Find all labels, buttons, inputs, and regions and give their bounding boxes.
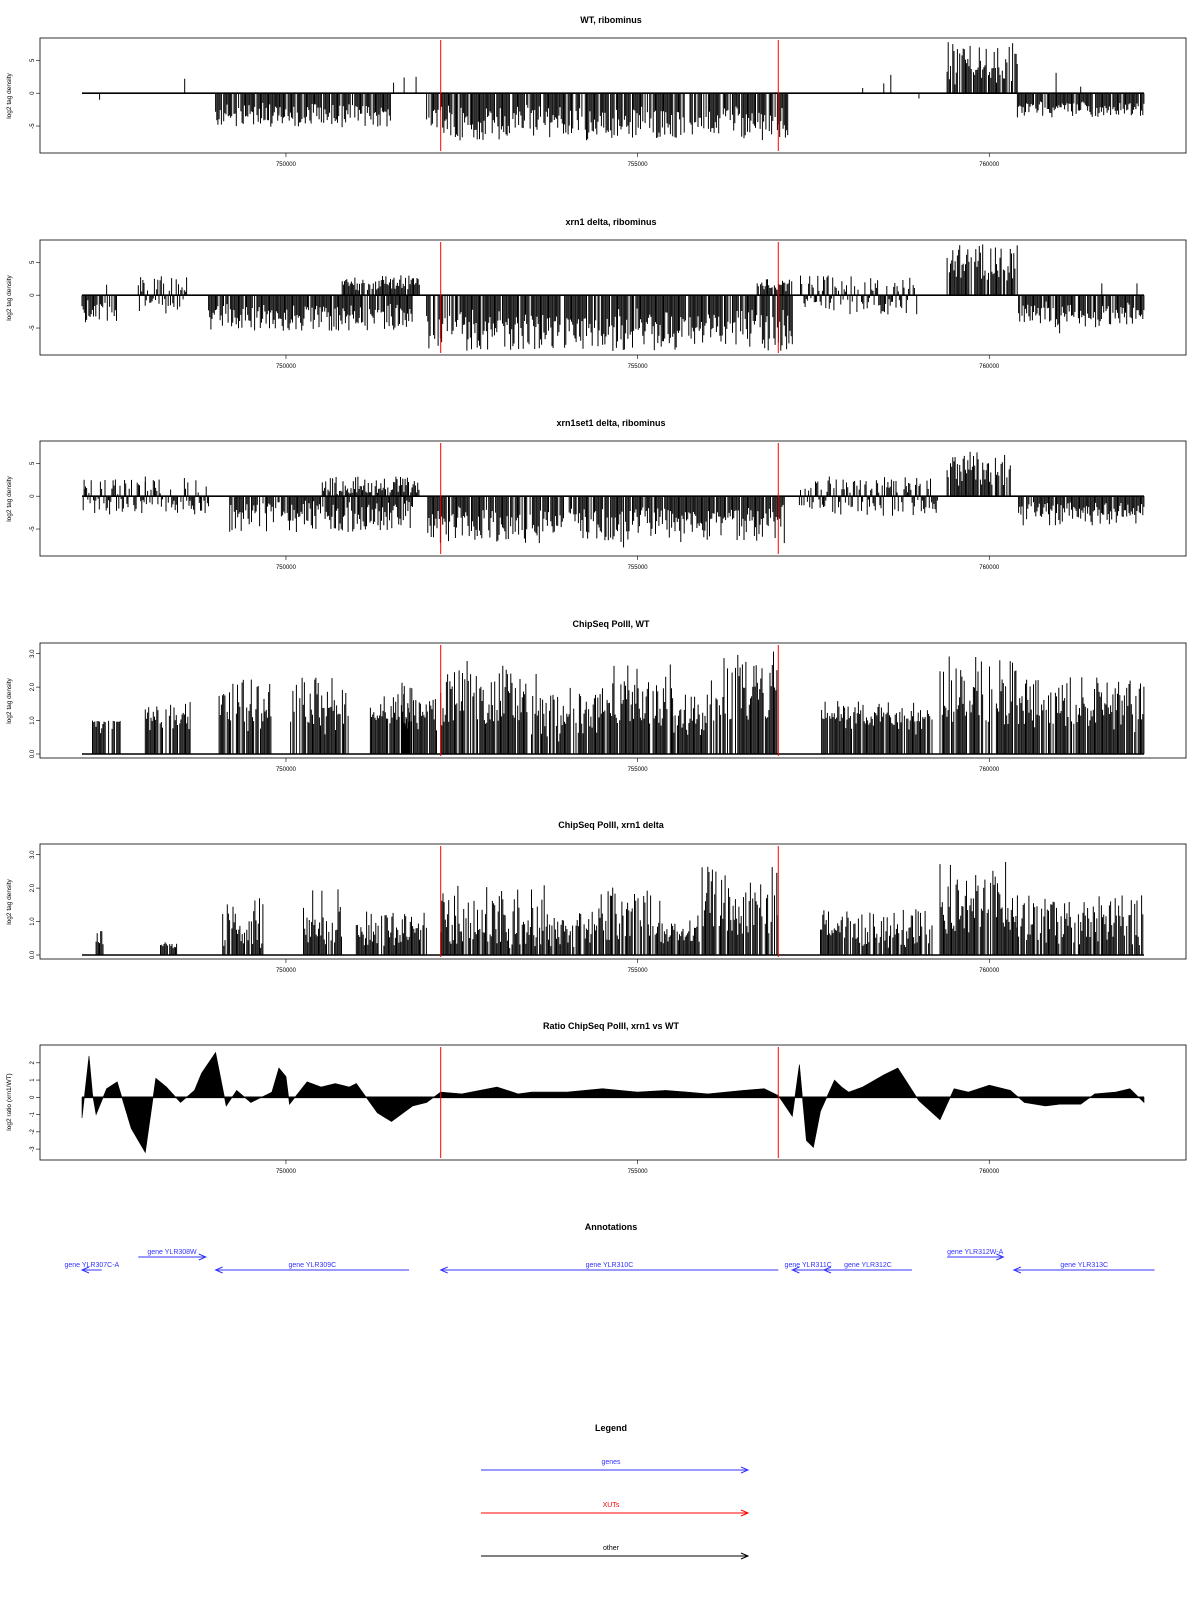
x-tick-label: 760000: [979, 162, 1000, 168]
panel-title: xrn1set1 delta, ribominus: [556, 418, 666, 428]
x-tick-label: 750000: [275, 364, 296, 370]
x-tick-label: 750000: [275, 968, 296, 974]
y-tick-label: -1: [30, 1111, 36, 1118]
y-tick-label: 0.0: [30, 950, 36, 960]
y-axis-label: log2 ratio (xrn1/WT): [6, 1073, 13, 1131]
y-tick-label: 0.0: [30, 749, 36, 759]
y-tick-label: -5: [30, 325, 36, 331]
legend-title: Legend: [594, 1423, 628, 1433]
x-tick-label: 760000: [979, 968, 1000, 974]
y-tick-label: 1.0: [30, 716, 36, 725]
panel-title: ChipSeq PolII, xrn1 delta: [558, 820, 664, 830]
y-tick-label: -3: [30, 1146, 36, 1152]
feature-label: gene YLR308W: [147, 1249, 197, 1256]
x-tick-label: 760000: [979, 767, 1000, 773]
x-tick-label: 755000: [627, 565, 648, 571]
y-tick-label: 2.0: [30, 682, 36, 692]
x-tick-label: 755000: [627, 162, 648, 168]
x-tick-label: 750000: [275, 162, 296, 168]
x-tick-label: 755000: [627, 968, 648, 974]
feature-label: gene YLR313C: [1060, 1262, 1109, 1269]
y-tick-label: 1.0: [30, 917, 36, 926]
y-axis-label: log2 tag density: [6, 73, 13, 119]
y-tick-label: -2: [30, 1129, 36, 1135]
y-tick-label: 5: [30, 260, 36, 265]
x-tick-label: 760000: [979, 364, 1000, 370]
y-tick-label: 2: [30, 1061, 36, 1065]
y-tick-label: -5: [30, 123, 36, 129]
x-tick-label: 750000: [275, 565, 296, 571]
x-tick-label: 750000: [275, 767, 296, 773]
y-axis-label: log2 tag density: [6, 879, 13, 925]
feature-label: gene YLR307C-A: [64, 1262, 120, 1269]
y-tick-label: 5: [30, 58, 36, 63]
x-tick-label: 755000: [627, 1169, 648, 1175]
feature-label: gene YLR312W-A: [947, 1249, 1004, 1256]
y-tick-label: 3.0: [30, 649, 36, 658]
y-tick-label: 5: [30, 461, 36, 466]
y-axis-label: log2 tag density: [6, 678, 13, 724]
y-tick-label: -5: [30, 526, 36, 532]
y-axis-label: log2 tag density: [6, 275, 13, 321]
legend-label: other: [603, 1545, 619, 1552]
feature-label: gene YLR312C: [844, 1262, 892, 1269]
y-tick-label: 0: [30, 1095, 36, 1099]
y-tick-label: 0: [30, 91, 36, 95]
y-axis-label: log2 tag density: [6, 476, 13, 522]
y-tick-label: 2.0: [30, 883, 36, 893]
annotations-title: Annotations: [584, 1222, 638, 1232]
panel-title: xrn1 delta, ribominus: [565, 217, 657, 227]
feature-label: gene YLR311C: [784, 1262, 832, 1269]
legend-label: genes: [601, 1459, 621, 1466]
x-tick-label: 750000: [275, 1169, 296, 1175]
panel-title: WT, ribominus: [580, 15, 642, 25]
y-tick-label: 0: [30, 293, 36, 297]
y-tick-label: 0: [30, 494, 36, 498]
x-tick-label: 755000: [627, 767, 648, 773]
x-tick-label: 760000: [979, 565, 1000, 571]
panel-title: ChipSeq PolII, WT: [572, 619, 650, 629]
legend-label: XUTs: [602, 1502, 620, 1509]
feature-label: gene YLR309C: [288, 1262, 337, 1269]
x-tick-label: 760000: [979, 1169, 1000, 1175]
y-tick-label: 3.0: [30, 850, 36, 859]
panel-title: Ratio ChipSeq PolII, xrn1 vs WT: [542, 1021, 680, 1031]
y-tick-label: 1: [30, 1078, 36, 1082]
feature-label: gene YLR310C: [585, 1262, 634, 1269]
x-tick-label: 755000: [627, 364, 648, 370]
